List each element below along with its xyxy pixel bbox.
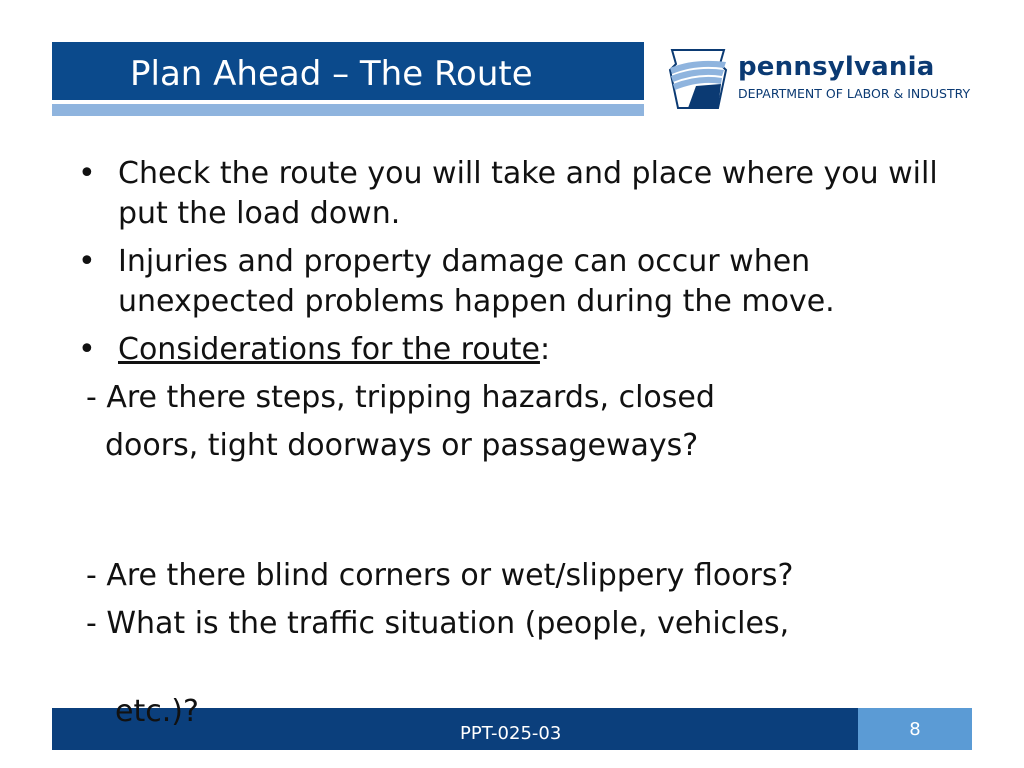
footer-code: PPT-025-03 [460, 723, 562, 744]
sub-item-line: - What is the traffic situation (people, vehicles, [86, 606, 790, 641]
logo-wordmark: pennsylvania [738, 52, 935, 82]
logo-department: DEPARTMENT OF LABOR & INDUSTRY [738, 86, 971, 101]
sub-item-line: - Are there steps, tripping hazards, closed [86, 380, 715, 415]
bullet-text: Check the route you will take and place where you will put the load down. [118, 156, 938, 231]
considerations-colon: : [539, 332, 551, 367]
slide-title: Plan Ahead – The Route [130, 54, 533, 94]
sub-item-line: doors, tight doorways or passageways? [105, 428, 699, 463]
sub-item-line: - Are there blind corners or wet/slippery floors? [86, 558, 794, 593]
bullet-marker: • [78, 244, 96, 279]
bullet-text [118, 330, 938, 370]
considerations-heading: Considerations for the route [118, 332, 540, 367]
bullet-marker: • [78, 332, 96, 367]
bullet-text: Injuries and property damage can occur when unexpected problems happen during the move. [118, 244, 835, 319]
bullet-marker: • [78, 156, 96, 191]
sub-item-line: etc.)? [115, 694, 199, 729]
page-number: 8 [909, 719, 921, 740]
